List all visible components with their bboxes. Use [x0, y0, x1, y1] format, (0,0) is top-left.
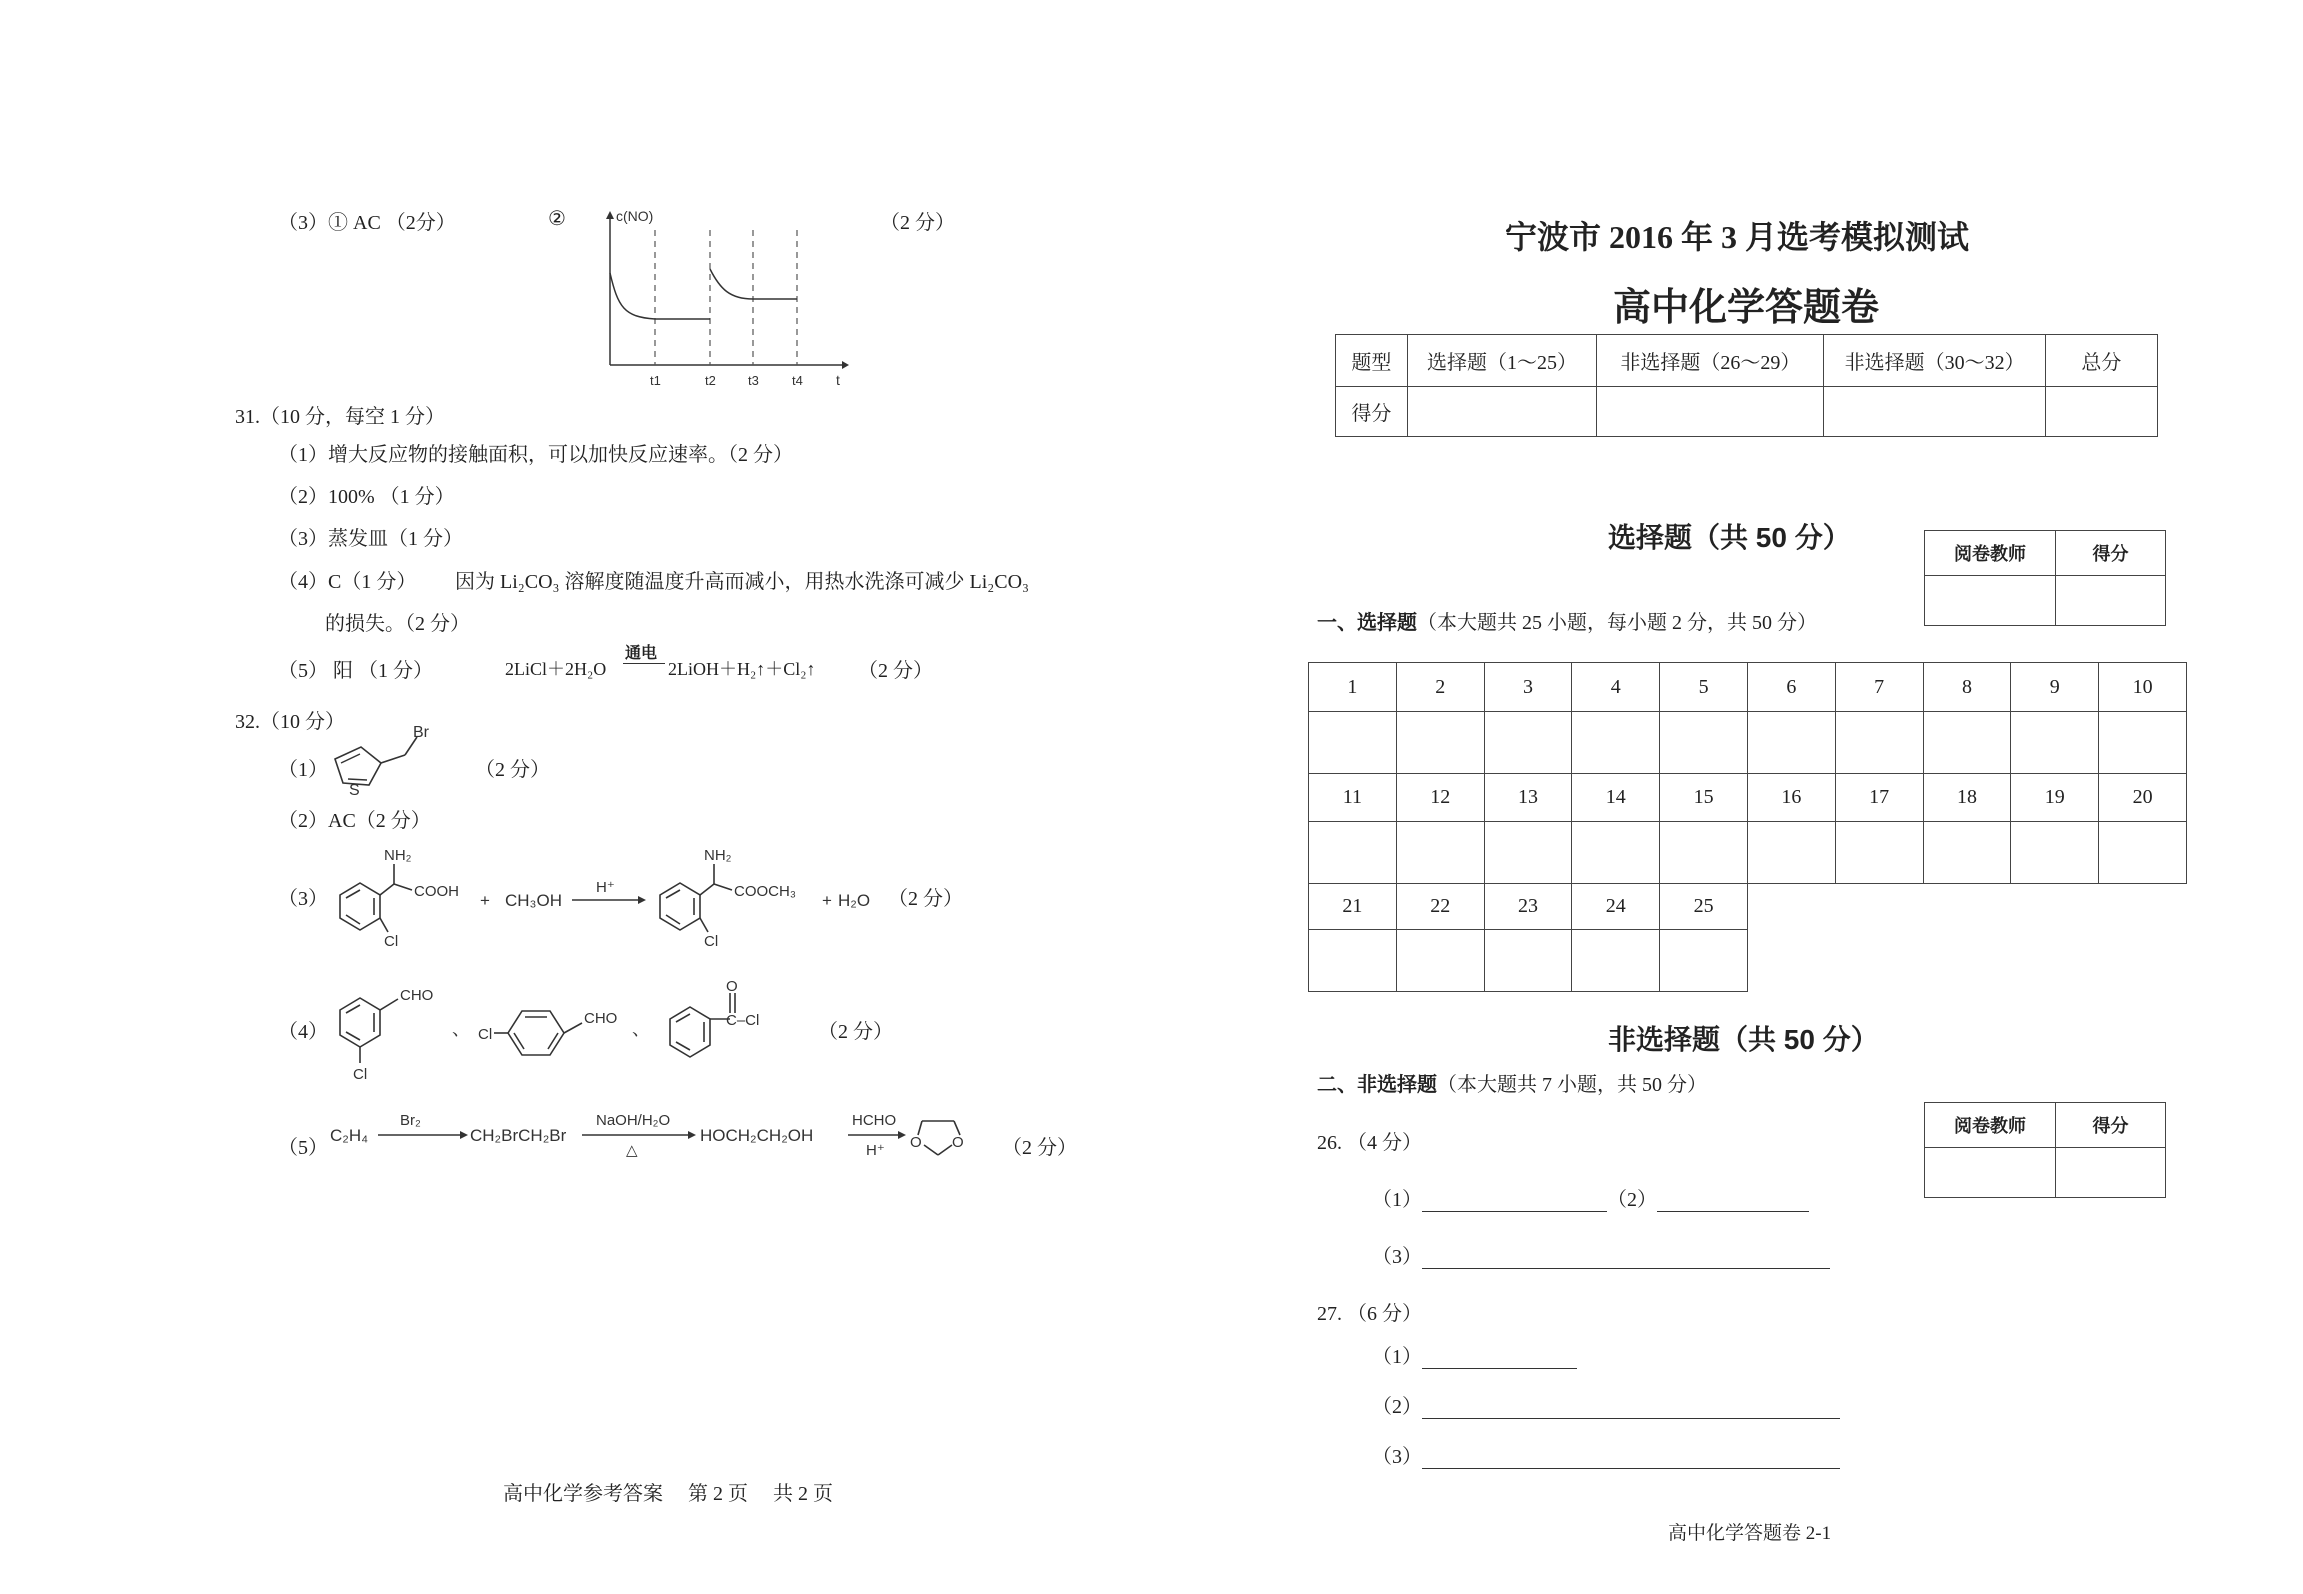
acyl-chloride-label: C–Cl: [726, 1012, 760, 1029]
q31-part4c: 的损失。（2 分）: [325, 613, 470, 635]
mc-answer-grid: [1308, 662, 2187, 992]
cl-label-2: Cl: [704, 933, 719, 950]
mc-answer-cell[interactable]: [2099, 822, 2187, 884]
section1-label: 一、选择题: [1317, 612, 1417, 634]
section2-instruction: [1317, 1068, 1707, 1097]
esterification-equation: [320, 840, 880, 950]
atom-br: Br: [413, 725, 429, 741]
q32-part1: （1）: [278, 759, 328, 781]
q27-label-2: （2）: [1372, 1396, 1422, 1418]
mc-number: 24: [1572, 884, 1660, 930]
q27-label-1: （1）: [1372, 1346, 1422, 1368]
q32-part4-score: （2 分）: [818, 1021, 893, 1043]
q26-answer-line-1: [1372, 1183, 1809, 1212]
mc-answer-cell[interactable]: [1923, 712, 2011, 774]
oxygen-label: O: [726, 978, 738, 995]
mc-number: 3: [1484, 663, 1572, 712]
cho-label-1: CHO: [400, 987, 434, 1004]
mc-number: 18: [1923, 774, 2011, 822]
q32-part1-score: （2 分）: [475, 759, 550, 781]
circle-2-label: ②: [548, 208, 566, 230]
mc-number: 1: [1309, 663, 1397, 712]
q31-part4b: 因为 Li₂CO₃ 溶解度随温度升高而减小，用热水洗涤可减少 Li₂CO₃: [455, 571, 1030, 593]
q26-blank-3[interactable]: [1422, 1248, 1830, 1269]
q30-part3: （3）① AC （2分）: [278, 212, 456, 234]
formaldehyde-reagent: HCHO: [852, 1112, 897, 1129]
mc-number: 23: [1484, 884, 1572, 930]
plus-sign: +: [480, 891, 490, 910]
section1-instruction: [1317, 606, 1817, 635]
mc-answer-row-3: [1309, 930, 2187, 992]
mc-answer-cell[interactable]: [1835, 822, 1923, 884]
mc-answer-cell[interactable]: [2011, 712, 2099, 774]
electrolysis-reactants: 2LiCl＋2H₂O: [505, 659, 607, 679]
mc-answer-cell[interactable]: [1660, 822, 1748, 884]
section2-label: 二、非选择题: [1317, 1074, 1437, 1096]
mc-number: 13: [1484, 774, 1572, 822]
tick-t3: t3: [748, 373, 759, 388]
grader-box-1: [1924, 530, 2166, 626]
acid-catalyst: H⁺: [596, 879, 615, 896]
thiophene-bromoethyl-structure: [325, 725, 445, 795]
mc-number: 11: [1309, 774, 1397, 822]
mc-number: 22: [1396, 884, 1484, 930]
q26-label-2: （2）: [1607, 1189, 1657, 1211]
right-footer: 高中化学答题卷 2-1: [1668, 1523, 1832, 1544]
q32-part2: （2）AC（2 分）: [278, 810, 431, 832]
mc-answer-cell[interactable]: [1309, 712, 1397, 774]
q26-heading: 26. （4 分）: [1317, 1132, 1422, 1154]
q32-part5-score: （2 分）: [1002, 1137, 1077, 1159]
mc-answer-cell[interactable]: [1309, 822, 1397, 884]
mc-answer-cell[interactable]: [1484, 822, 1572, 884]
q32-heading: 32.（10 分）: [235, 711, 345, 733]
q32-part3: （3）: [278, 888, 328, 910]
mc-answer-cell[interactable]: [1309, 930, 1397, 992]
graph-xlabel: t: [836, 372, 840, 388]
mc-number: 17: [1835, 774, 1923, 822]
q30-score: （2 分）: [880, 212, 955, 234]
mc-answer-row-2: [1309, 822, 2187, 884]
mc-answer-cell[interactable]: [1484, 930, 1572, 992]
heat-symbol: △: [626, 1142, 638, 1159]
score-cell-nonmc-2[interactable]: [1824, 387, 2045, 437]
score-header-nonmc-2: 非选择题（30～32）: [1824, 335, 2045, 387]
grader-label-2: 阅卷教师: [1925, 1103, 2056, 1148]
grader-score-label-2: 得分: [2056, 1103, 2166, 1148]
grader-score-label-1: 得分: [2056, 531, 2166, 576]
q26-blank-1[interactable]: [1422, 1191, 1607, 1212]
mc-answer-cell[interactable]: [2099, 712, 2187, 774]
q27-label-3: （3）: [1372, 1446, 1422, 1468]
mc-answer-cell[interactable]: [1396, 712, 1484, 774]
mc-number: 20: [2099, 774, 2187, 822]
mc-number: 12: [1396, 774, 1484, 822]
concentration-time-graph: [590, 205, 850, 390]
dibromoethane-label: CH₂BrCH₂Br: [470, 1126, 567, 1145]
q31-heading: 31.（10 分，每空 1 分）: [235, 406, 445, 428]
q26-label-3: （3）: [1372, 1246, 1422, 1268]
score-header-type: 题型: [1336, 335, 1408, 387]
q27-answer-line-3: [1372, 1440, 1840, 1469]
score-cell-total[interactable]: [2045, 387, 2157, 437]
mc-number: 21: [1309, 884, 1397, 930]
nh2-label-2: NH₂: [704, 847, 732, 864]
dioxolane-o1: O: [910, 1134, 922, 1151]
mc-number: 9: [2011, 663, 2099, 712]
mc-answer-cell[interactable]: [1660, 930, 1748, 992]
section2-description: （本大题共 7 小题，共 50 分）: [1437, 1074, 1707, 1096]
mc-answer-cell[interactable]: [1923, 822, 2011, 884]
grader-box-2: [1924, 1102, 2166, 1198]
mc-number: 4: [1572, 663, 1660, 712]
tick-t2: t2: [705, 373, 716, 388]
exam-title: 宁波市 2016 年 3 月选考模拟测试: [1505, 219, 1970, 255]
reaction-equals-line: [623, 663, 665, 664]
mc-number: 19: [2011, 774, 2099, 822]
q31-part5a: （5） 阳 （1 分）: [278, 660, 433, 682]
grader-score-cell-1[interactable]: [2056, 576, 2166, 626]
q27-answer-line-1: [1372, 1340, 1577, 1369]
mc-number: 15: [1660, 774, 1748, 822]
mc-number-row-2: [1309, 774, 2187, 822]
q27-blank-3[interactable]: [1422, 1448, 1840, 1469]
ethylene-label: C₂H₄: [330, 1126, 369, 1145]
mc-answer-cell[interactable]: [1660, 712, 1748, 774]
cl-label-4: Cl: [478, 1026, 493, 1043]
score-header-total: 总分: [2045, 335, 2157, 387]
q26-label-1: （1）: [1372, 1189, 1422, 1211]
bromine-reagent: Br₂: [400, 1112, 421, 1129]
graph-ylabel: c(NO): [616, 208, 654, 224]
q26-answer-line-3: [1372, 1240, 1830, 1269]
mc-number-row-3: [1309, 884, 2187, 930]
score-cell-mc[interactable]: [1407, 387, 1596, 437]
separator-2: 、: [632, 1019, 650, 1039]
cl-label-3: Cl: [353, 1066, 368, 1083]
mc-number: 2: [1396, 663, 1484, 712]
atom-s: S: [349, 782, 360, 795]
answer-sheet-title: 高中化学答题卷: [1613, 287, 1880, 329]
mc-number: 6: [1747, 663, 1835, 712]
electrolysis-products: 2LiOH＋H₂↑＋Cl₂↑: [668, 659, 816, 679]
q27-blank-2[interactable]: [1422, 1398, 1840, 1419]
methanol-label: CH₃OH: [505, 891, 562, 910]
plus-sign-2: +: [822, 891, 832, 910]
separator-1: 、: [452, 1019, 470, 1039]
q31-part1: （1）增大反应物的接触面积，可以加快反应速率。（2 分）: [278, 444, 793, 466]
mc-answer-cell[interactable]: [1572, 712, 1660, 774]
mc-number: 10: [2099, 663, 2187, 712]
mc-number: 16: [1747, 774, 1835, 822]
cho-label-2: CHO: [584, 1010, 618, 1027]
synthesis-route: [320, 1105, 1000, 1185]
score-row-label: 得分: [1336, 387, 1408, 437]
tick-t1: t1: [650, 373, 661, 388]
mc-number-row-1: [1309, 663, 2187, 712]
tick-t4: t4: [792, 373, 803, 388]
q32-part3-score: （2 分）: [888, 888, 963, 910]
q27-answer-line-2: [1372, 1390, 1840, 1419]
grader-label-1: 阅卷教师: [1925, 531, 2056, 576]
mc-number: 5: [1660, 663, 1748, 712]
mc-answer-cell[interactable]: [1747, 822, 1835, 884]
section1-title: 选择题（共 50 分）: [1608, 522, 1851, 553]
q31-part4a: （4）C（1 分）: [278, 571, 417, 593]
q27-heading: 27. （6 分）: [1317, 1303, 1422, 1325]
q26-blank-2[interactable]: [1657, 1191, 1809, 1212]
electrolysis-condition: 通电: [625, 645, 658, 662]
left-footer: 高中化学参考答案 第 2 页 共 2 页: [503, 1483, 833, 1505]
q32-part5: （5）: [278, 1137, 328, 1159]
mc-number: 25: [1660, 884, 1748, 930]
score-table: [1335, 334, 2158, 437]
mc-answer-cell[interactable]: [1484, 712, 1572, 774]
cooch3-label: COOCH₃: [734, 883, 796, 900]
q31-part3: （3）蒸发皿（1 分）: [278, 528, 463, 550]
nh2-label-1: NH₂: [384, 847, 412, 864]
grader-sign-cell-2[interactable]: [1925, 1148, 2056, 1198]
acid-catalyst-2: H⁺: [866, 1142, 885, 1159]
mc-answer-cell[interactable]: [1572, 930, 1660, 992]
mc-answer-cell[interactable]: [1396, 822, 1484, 884]
mc-answer-cell[interactable]: [1572, 822, 1660, 884]
naoh-reagent: NaOH/H₂O: [596, 1112, 671, 1129]
mc-number: 14: [1572, 774, 1660, 822]
mc-answer-cell[interactable]: [1747, 712, 1835, 774]
score-header-nonmc-1: 非选择题（26～29）: [1597, 335, 1824, 387]
mc-answer-row-1: [1309, 712, 2187, 774]
q27-blank-1[interactable]: [1422, 1348, 1577, 1369]
mc-number: 8: [1923, 663, 2011, 712]
ethylene-glycol-label: HOCH₂CH₂OH: [700, 1126, 814, 1145]
cl-label-1: Cl: [384, 933, 399, 950]
mc-answer-cell[interactable]: [1835, 712, 1923, 774]
mc-answer-cell[interactable]: [2011, 822, 2099, 884]
mc-number: 7: [1835, 663, 1923, 712]
q31-part2: （2）100% （1 分）: [278, 486, 455, 508]
cooh-label: COOH: [414, 883, 459, 900]
score-header-mc: 选择题（1～25）: [1407, 335, 1596, 387]
section1-description: （本大题共 25 小题，每小题 2 分，共 50 分）: [1417, 612, 1817, 634]
isomer-structures: [320, 975, 890, 1085]
grader-sign-cell-1[interactable]: [1925, 576, 2056, 626]
q31-part5-score: （2 分）: [858, 660, 933, 682]
grader-score-cell-2[interactable]: [2056, 1148, 2166, 1198]
q32-part4: （4）: [278, 1021, 328, 1043]
mc-answer-cell[interactable]: [1396, 930, 1484, 992]
dioxolane-o2: O: [952, 1134, 964, 1151]
score-cell-nonmc-1[interactable]: [1597, 387, 1824, 437]
section2-title: 非选择题（共 50 分）: [1608, 1024, 1879, 1055]
water-label: H₂O: [838, 891, 871, 910]
